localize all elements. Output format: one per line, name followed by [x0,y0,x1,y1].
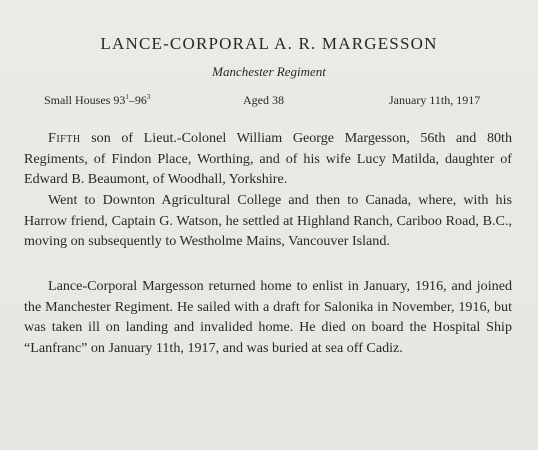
houses-superscript-1: 1 [125,93,129,101]
age-info: Aged 38 [243,93,284,107]
houses-superscript-2: 3 [146,93,151,101]
houses-range: –96 [128,93,147,107]
paragraph-lead-word: Fifth [48,130,81,146]
houses-info [44,93,150,108]
regiment-subtitle: Manchester Regiment [212,64,326,79]
paragraph-family [24,128,512,190]
houses-label: Small Houses 93 [44,93,126,107]
paragraph-service: Lance-Corporal Margesson returned home to enlist in January, 1916, and joined the Manchester Regiment. He sailed with a draft for Salonika in November, 1916, but was taken ill on landing and invalided home. He died on board the Hospital Ship “Lanfranc” on January 11th, 1917, and was buried at sea off Cadiz. [24,278,512,356]
paragraph-family-text: son of Lieut.-Colonel William George Margesson, 56th and 80th Regiments, of Findon Place, Worthing, and of his wife Lucy Matilda, daughter of Edward B. Beaumont, of Woodhall, Yorkshire. [24,130,512,187]
date-info: January 11th, 1917 [389,93,481,107]
page-title: LANCE-CORPORAL A. R. MARGESSON [100,34,438,53]
paragraph-career: Went to Downton Agricultural College and then to Canada, where, with his Harrow friend, Captain G. Watson, he settled at Highland Ranch, Cariboo Road, B.C., moving on subsequently to Westholme Mains, Vancouver Island. [24,192,512,249]
